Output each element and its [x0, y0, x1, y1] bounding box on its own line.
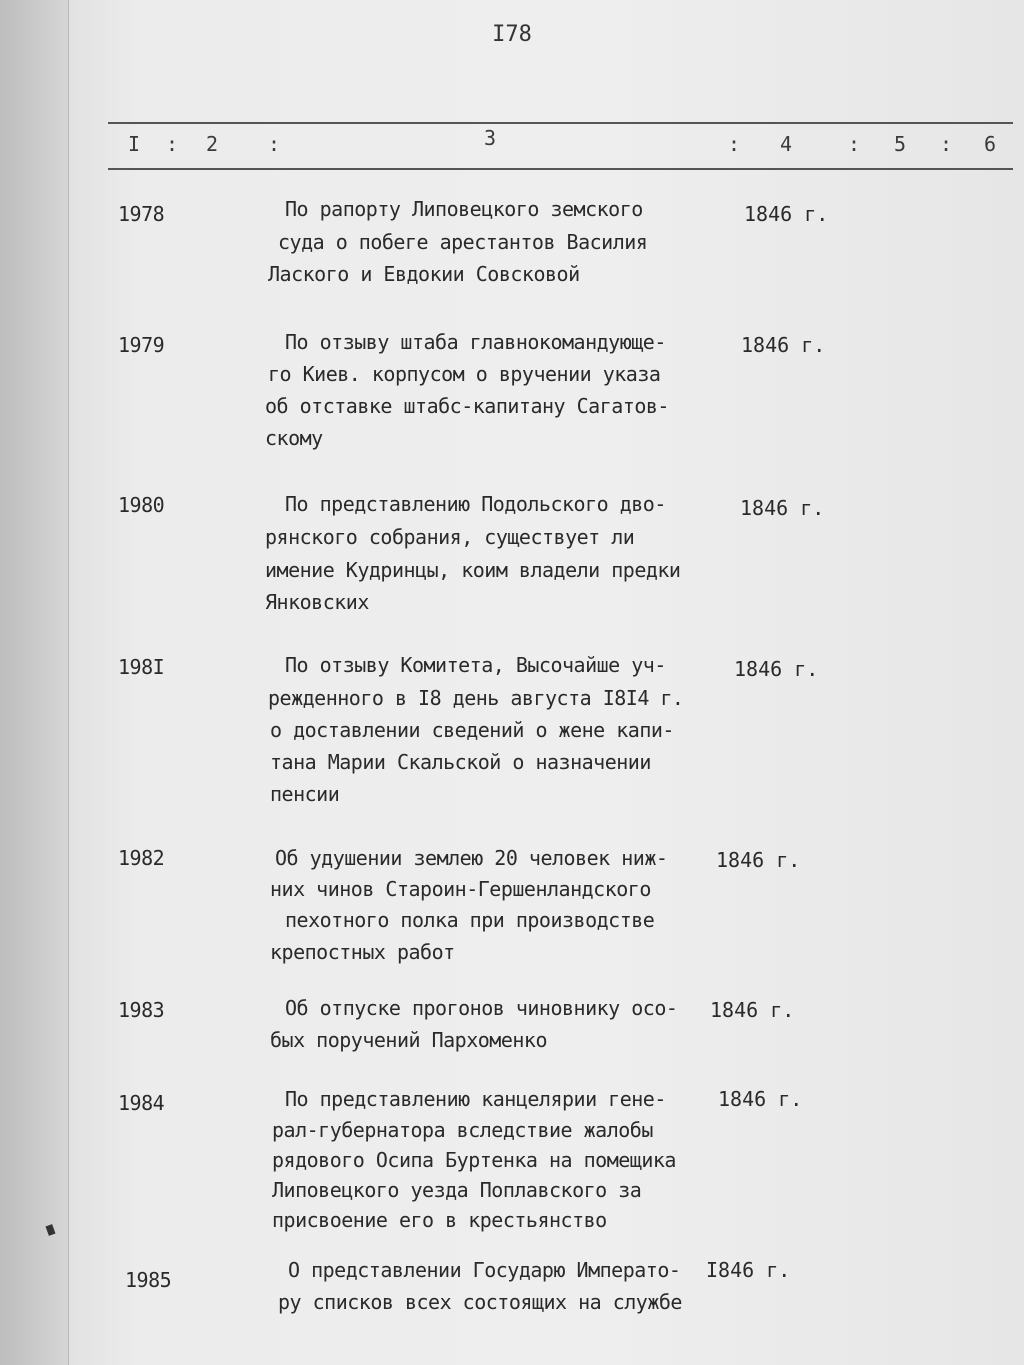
entry-text-line: О представлении Государю Императо-: [288, 1258, 681, 1282]
column-separator: :: [728, 132, 741, 156]
entry-text-line: Лаского и Евдокии Совсковой: [268, 262, 580, 286]
column-header-4: 4: [780, 132, 793, 156]
entry-number: 1982: [118, 846, 165, 870]
entry-year: 1846 г.: [740, 496, 825, 520]
entry-text-line: о доставлении сведений о жене капи-: [270, 718, 674, 742]
entry-year: 1846 г.: [744, 202, 829, 226]
entry-text-line: режденного в I8 день августа I8I4 г.: [268, 686, 684, 710]
binding-gutter: [0, 0, 69, 1365]
page-number: I78: [492, 22, 532, 47]
entry-number: 198I: [118, 655, 165, 679]
entry-text-line: Об удушении землею 20 человек ниж-: [275, 846, 668, 870]
entry-year: 1846 г.: [710, 998, 795, 1022]
column-separator: :: [940, 132, 953, 156]
entry-text-line: них чинов Староин-Гершенландского: [270, 877, 651, 901]
entry-text-line: рядового Осипа Буртенка на помещика: [272, 1148, 676, 1172]
entry-text-line: рянского собрания, существует ли: [265, 525, 635, 549]
entry-text-line: По представлению Подольского дво-: [285, 492, 666, 516]
entry-number: 1979: [118, 333, 165, 357]
entry-text-line: тана Марии Скальской о назначении: [270, 750, 651, 774]
entry-text-line: присвоение его в крестьянство: [272, 1208, 607, 1232]
entry-number: 1984: [118, 1091, 165, 1115]
entry-text-line: го Киев. корпусом о вручении указа: [268, 362, 661, 386]
entry-text-line: об отставке штабс-капитану Сагатов-: [265, 394, 669, 418]
header-rule-bottom: [108, 168, 1013, 170]
entry-text-line: По рапорту Липовецкого земского: [285, 197, 643, 221]
column-header-1: I: [128, 132, 141, 156]
entry-text-line: По представлению канцелярии гене-: [285, 1087, 666, 1111]
entry-number: 1978: [118, 202, 165, 226]
entry-text-line: Об отпуске прогонов чиновнику осо-: [285, 996, 678, 1020]
entry-text-line: По отзыву Комитета, Высочайше уч-: [285, 653, 666, 677]
header-rule-top: [108, 122, 1013, 124]
entry-number: 1980: [118, 493, 165, 517]
column-separator: :: [848, 132, 861, 156]
entry-year: 1846 г.: [718, 1087, 803, 1111]
entry-text-line: пенсии: [270, 782, 340, 806]
entry-text-line: ру списков всех состоящих на службе: [278, 1290, 682, 1314]
entry-year: 1846 г.: [716, 848, 801, 872]
entry-text-line: рал-губернатора вследствие жалобы: [272, 1118, 653, 1142]
entry-year: I846 г.: [706, 1258, 791, 1282]
entry-year: 1846 г.: [734, 657, 819, 681]
entry-year: 1846 г.: [741, 333, 826, 357]
entry-text-line: суда о побеге арестантов Василия: [278, 230, 648, 254]
entry-number: 1983: [118, 998, 165, 1022]
entry-text-line: пехотного полка при производстве: [285, 908, 655, 932]
column-header-6: 6: [984, 132, 997, 156]
entry-text-line: Липовецкого уезда Поплавского за: [272, 1178, 642, 1202]
entry-text-line: По отзыву штаба главнокомандующе-: [285, 330, 666, 354]
column-header-3: 3: [484, 126, 497, 150]
entry-text-line: Янковских: [265, 590, 369, 614]
column-separator: :: [268, 132, 281, 156]
entry-text-line: имение Кудринцы, коим владели предки: [265, 558, 681, 582]
entry-number: 1985: [125, 1268, 172, 1292]
column-header-2: 2: [206, 132, 219, 156]
entry-text-line: бых поручений Пархоменко: [270, 1028, 547, 1052]
column-header-5: 5: [894, 132, 907, 156]
entry-text-line: скому: [265, 426, 323, 450]
column-separator: :: [166, 132, 179, 156]
entry-text-line: крепостных работ: [270, 940, 455, 964]
